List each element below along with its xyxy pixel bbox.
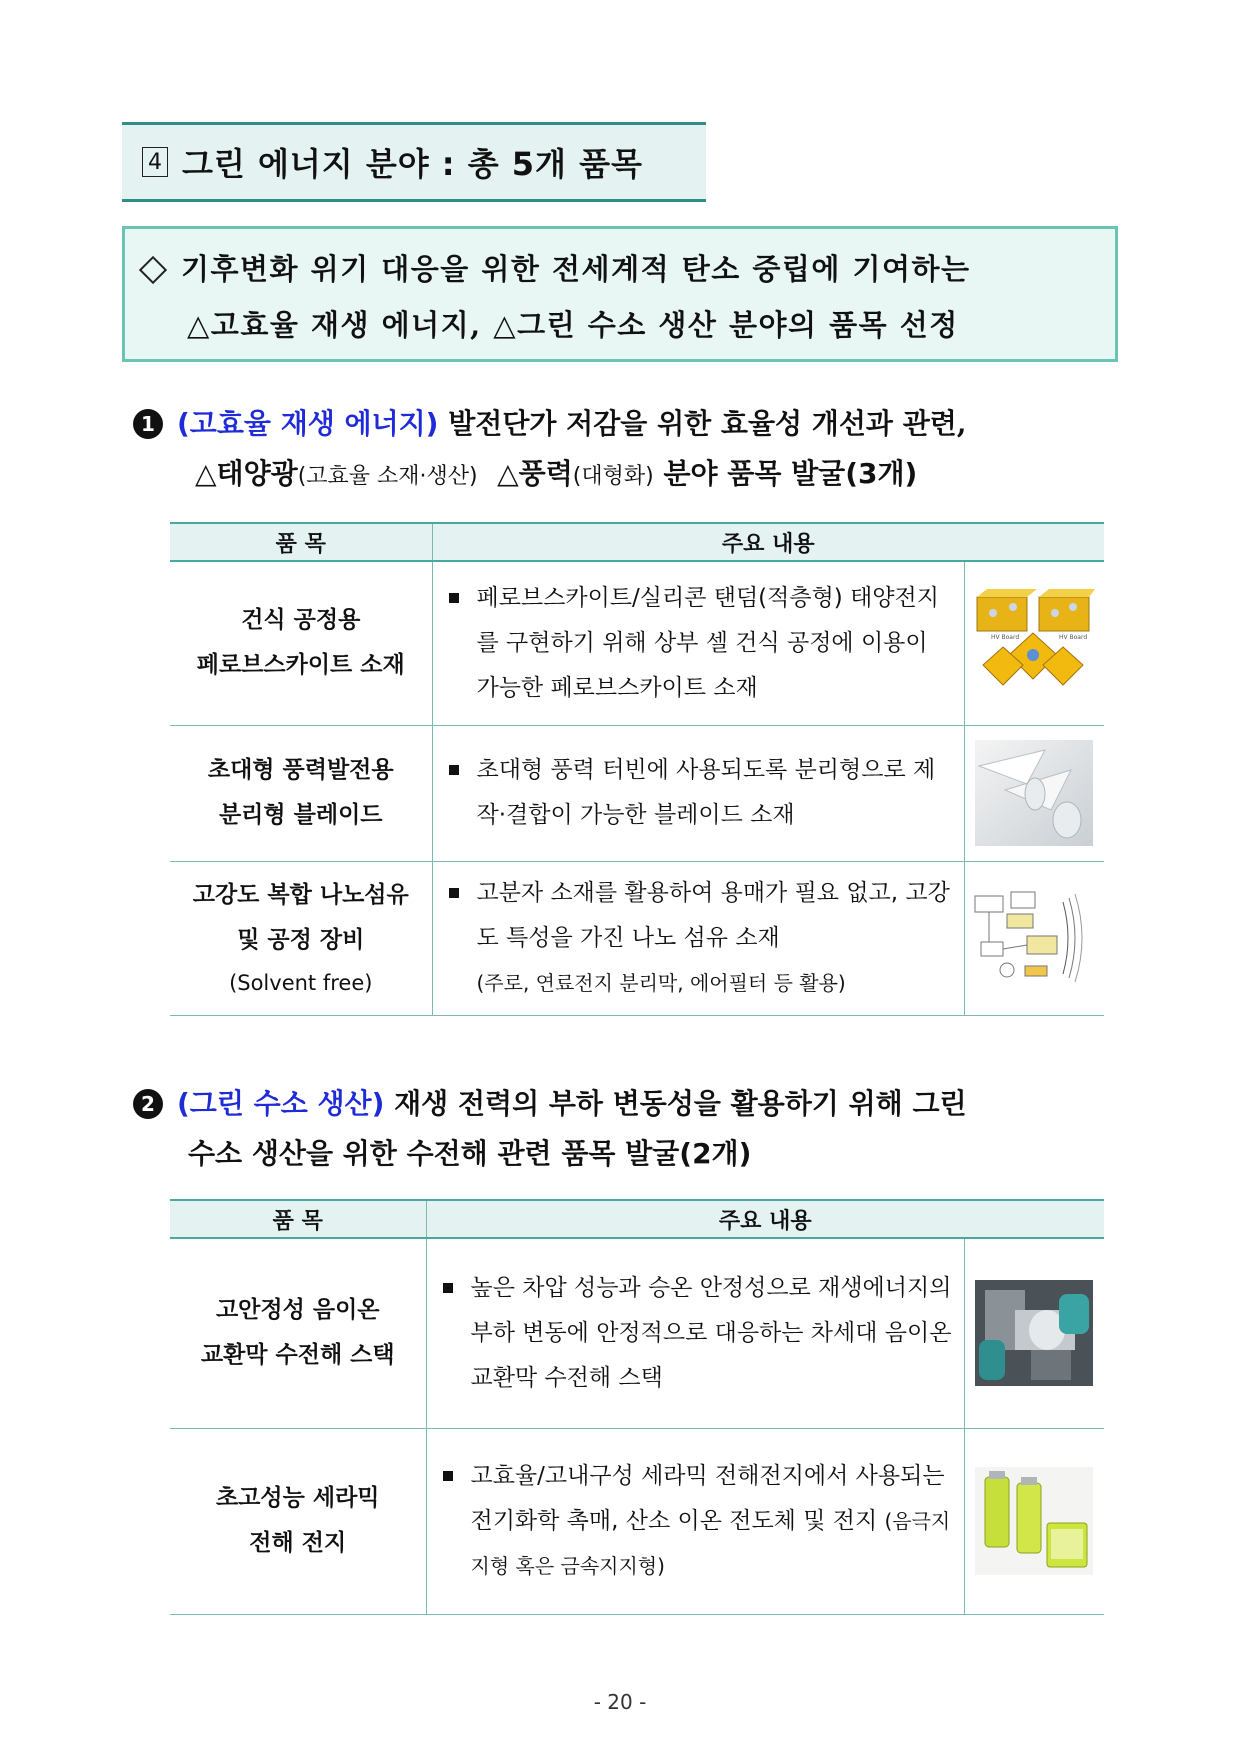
section-header (122, 122, 706, 202)
table-row (170, 1238, 1104, 1428)
item-content: 고효율/고내구성 세라믹 전해전지에서 사용되는 전기화학 촉매, 산소 이온 전도체 및 전지 (470, 1462, 945, 1534)
square-bullet-icon (449, 888, 459, 898)
item-name-line: 초대형 풍력발전용 (207, 757, 394, 783)
point-1-solar-note: (고효율 소재·생산) (297, 464, 478, 489)
number-1-icon: 1 (133, 409, 163, 439)
point-2-line-1 (133, 1082, 967, 1122)
item-name-note: (Solvent free) (229, 971, 373, 995)
point-2-count: (2개) (679, 1137, 752, 1170)
electrolysis-lab-image (975, 1280, 1093, 1386)
square-bullet-icon (449, 765, 459, 775)
square-bullet-icon (443, 1283, 453, 1293)
item-name-line: 교환막 수전해 스택 (200, 1342, 395, 1369)
item-name-line: 고강도 복합 나노섬유 (192, 882, 409, 908)
nanofiber-process-diagram (973, 882, 1095, 994)
point-2-topic: (그린 수소 생산) (177, 1087, 385, 1120)
point-2-text-1: 재생 전력의 부하 변동성을 활용하기 위해 그린 (384, 1087, 967, 1120)
table-row (170, 725, 1104, 861)
item-content-note: (음극지지형 혹은 금속지지형) (470, 1508, 951, 1578)
point-1-text-1: 발전단가 저감을 위한 효율성 개선과 관련, (438, 407, 967, 440)
table-header-row (170, 1200, 1104, 1238)
point-1-wind-note: (대형화) (572, 464, 654, 489)
item-name-line: 전해 전지 (249, 1530, 347, 1556)
summary-line-1: 기후변화 위기 대응을 위한 전세계적 탄소 중립에 기여하는 (181, 252, 971, 286)
item-content: 초대형 풍력 터빈에 사용되도록 분리형으로 제작·결합이 가능한 블레이드 소재 (476, 757, 936, 828)
item-name-line: 페로브스카이트 소재 (196, 652, 405, 679)
perovskite-crystal-image (973, 589, 1095, 697)
square-bullet-icon (443, 1471, 453, 1481)
table-header-row (170, 523, 1104, 561)
point-1-topic: (고효율 재생 에너지) (177, 407, 439, 440)
point-1-wind: △풍력 (497, 457, 573, 490)
wind-blade-image (975, 740, 1093, 846)
item-name-line: 초고성능 세라믹 (215, 1485, 380, 1511)
number-2-icon: 2 (133, 1089, 163, 1119)
item-content: 고분자 소재를 활용하여 용매가 필요 없고, 고강도 특성을 가진 나노 섬유 소재 (476, 879, 950, 951)
ceramic-cell-image (975, 1467, 1093, 1575)
point-1-solar: △태양광 (195, 457, 298, 490)
page-number: - 20 - (593, 1690, 647, 1714)
svg-text:HV Board: HV Board (991, 634, 1020, 642)
svg-text:HV Board: HV Board (1059, 634, 1088, 642)
header-item: 품 목 (170, 1200, 426, 1238)
summary-box (122, 226, 1118, 362)
item-name-line: 및 공정 장비 (237, 927, 365, 953)
table-renewable-items (170, 522, 1104, 1016)
header-item: 품 목 (170, 523, 432, 561)
section-number: 4 (142, 147, 168, 177)
point-1-line-2 (195, 452, 917, 492)
point-1-text-2: 분야 품목 발굴 (663, 457, 846, 490)
diamond-bullet-icon (139, 255, 167, 283)
item-name-line: 건식 공정용 (241, 607, 361, 634)
header-content: 주요 내용 (432, 523, 1104, 561)
point-1-count: (3개) (845, 457, 918, 490)
item-content-note: (주로, 연료전지 분리막, 에어필터 등 활용) (476, 970, 846, 995)
point-1-line-1 (133, 402, 967, 442)
item-content: 페로브스카이트/실리콘 탠덤(적층형) 태양전지를 구현하기 위해 상부 셀 건식 공정에 이용이 가능한 페로브스카이트 소재 (476, 584, 939, 701)
section-title: 그린 에너지 분야 : 총 5개 품목 (182, 145, 643, 183)
point-2-line-2 (188, 1132, 751, 1172)
item-name-line: 분리형 블레이드 (218, 802, 383, 828)
table-row (170, 1428, 1104, 1614)
table-row (170, 861, 1104, 1015)
item-name-line: 고안정성 음이온 (215, 1297, 380, 1324)
table-row (170, 561, 1104, 725)
square-bullet-icon (449, 593, 459, 603)
point-2-text-2: 수소 생산을 위한 수전해 관련 품목 발굴 (188, 1137, 680, 1170)
item-content: 높은 차압 성능과 승온 안정성으로 재생에너지의 부하 변동에 안정적으로 대응하는 차세대 음이온 교환막 수전해 스택 (470, 1274, 952, 1391)
header-content: 주요 내용 (426, 1200, 1104, 1238)
table-hydrogen-items (170, 1199, 1104, 1615)
summary-line-2: △고효율 재생 에너지, △그린 수소 생산 분야의 품목 선정 (187, 308, 959, 342)
